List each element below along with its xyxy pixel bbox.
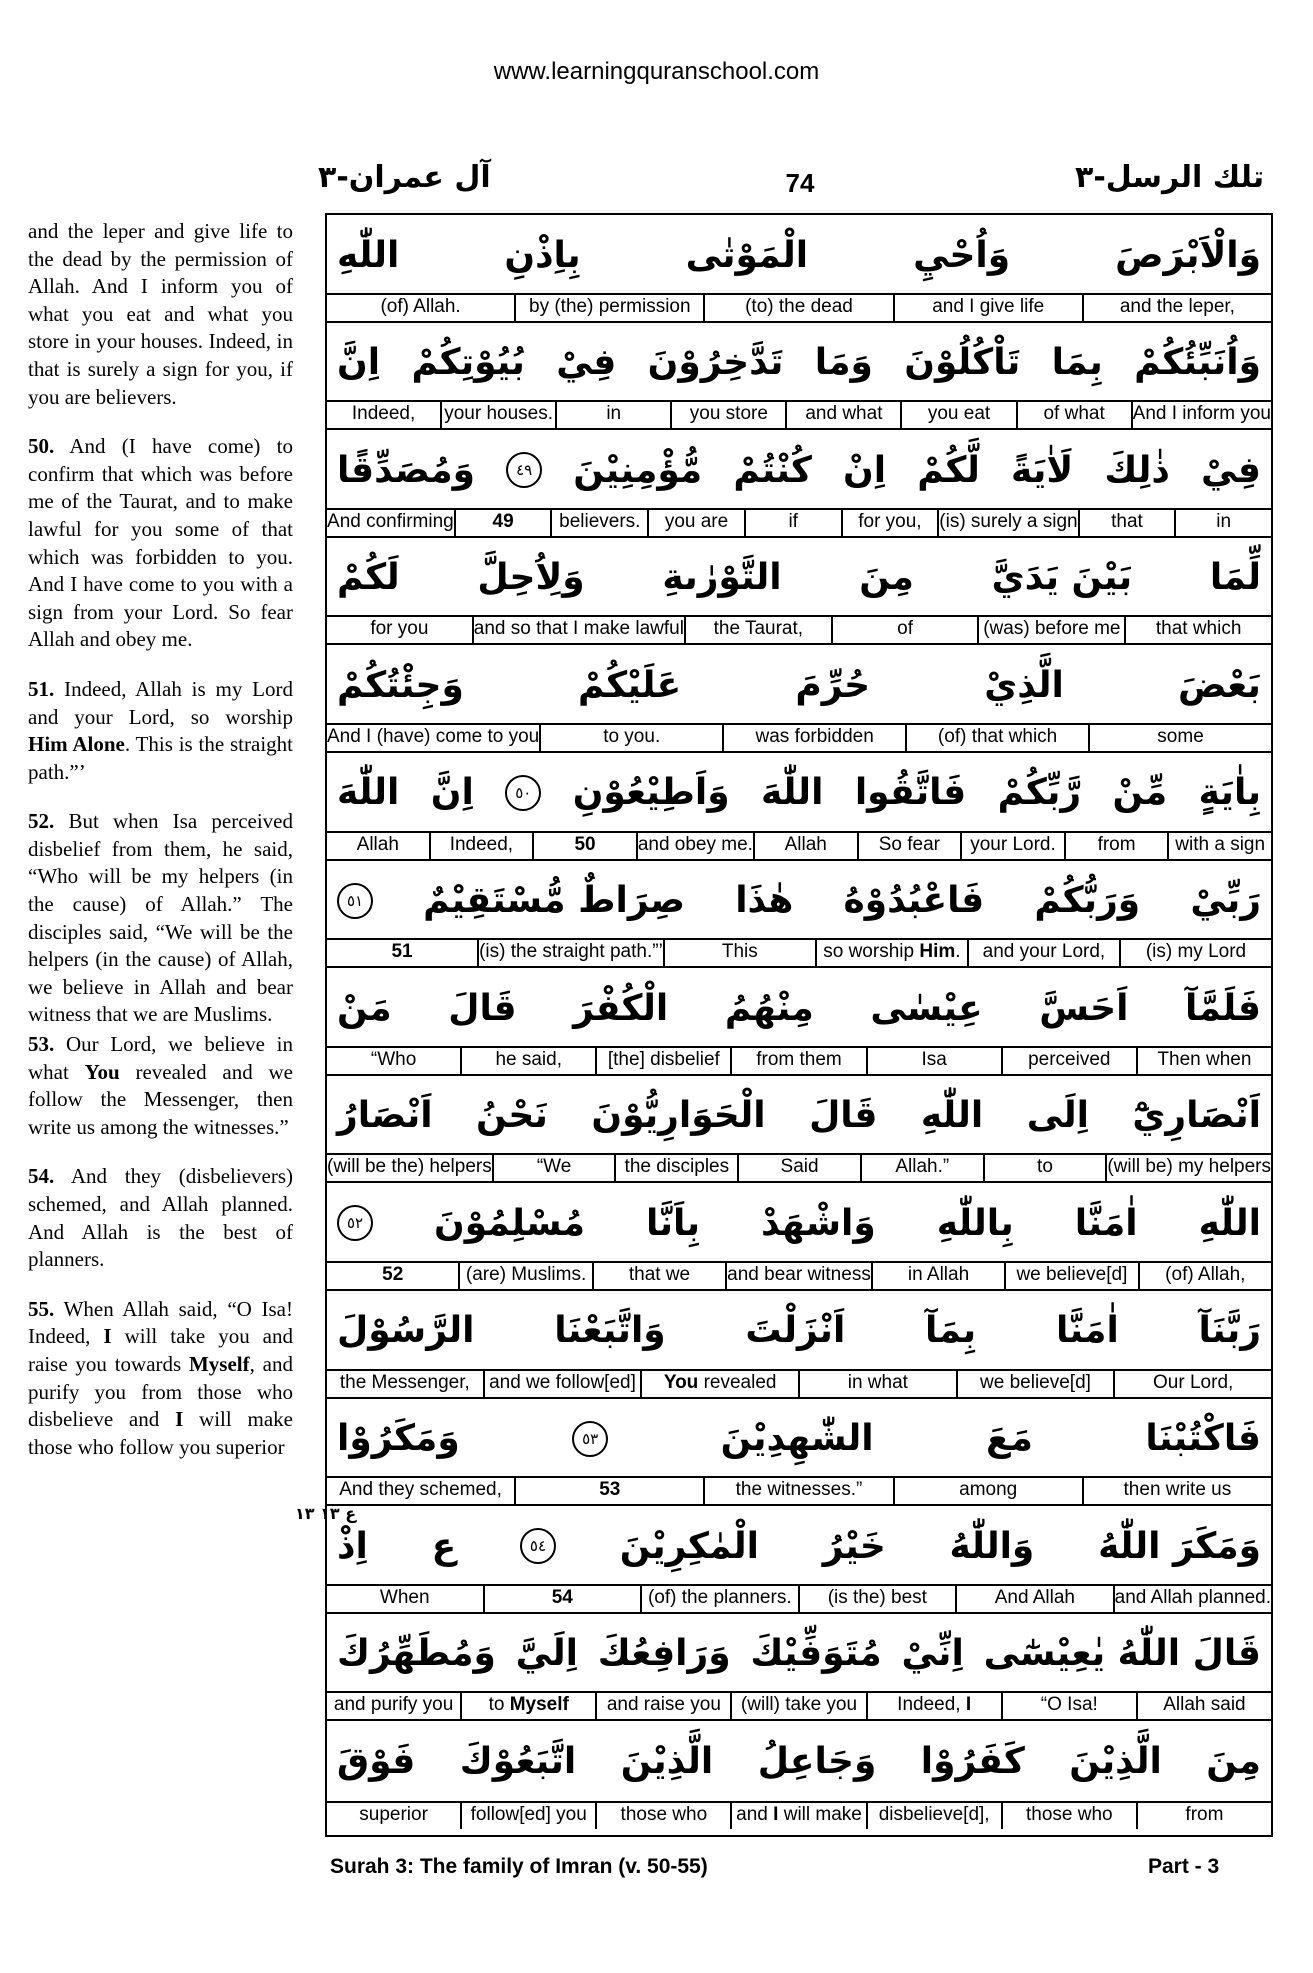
verse-text: And (I have come) to confirm that which was before me of the Taurat, and to make lawful for you some of that which was forbidden to you. And I have come to you with a sign from your Lord. So fear Allah and obey me. bbox=[28, 434, 293, 652]
verse-para bbox=[28, 433, 293, 654]
arabic-word: وَاُنَبِّئُكُمْ bbox=[1134, 342, 1261, 384]
word-translation: the Taurat, bbox=[684, 617, 831, 643]
arabic-word: ذٰلِكَ bbox=[1104, 449, 1170, 491]
arabic-word: اٰمَنَّا bbox=[1055, 1310, 1119, 1352]
verse-row bbox=[327, 323, 1271, 431]
word-translation: and I will make bbox=[730, 1803, 865, 1829]
word-translation: Allah.” bbox=[860, 1155, 983, 1181]
arabic-word: اتَّبَعُوْكَ bbox=[459, 1740, 577, 1782]
page-number: 74 bbox=[785, 168, 815, 198]
translation-line bbox=[327, 1046, 1271, 1074]
arabic-word: لَاٰيَةً bbox=[1011, 449, 1074, 491]
arabic-word: هٰذَا bbox=[735, 880, 794, 922]
word-translation: of what bbox=[1016, 402, 1131, 428]
word-translation: superior bbox=[359, 1803, 428, 1825]
translation-line bbox=[327, 1153, 1271, 1181]
arabic-word: اٰمَنَّا bbox=[1074, 1202, 1138, 1244]
word-translation: and bear witness bbox=[725, 1263, 871, 1289]
verse-text: Our Lord, we believe in what You revealed and we follow the Messenger, then write us among the witnesses.” bbox=[28, 1032, 294, 1139]
arabic-line bbox=[327, 538, 1271, 618]
ayah-end-marker: ٥٣ bbox=[572, 1421, 608, 1457]
word-translation: in Allah bbox=[871, 1263, 1004, 1289]
word-translation: for you, bbox=[841, 510, 938, 536]
arabic-word: بَعْضَ bbox=[1178, 664, 1261, 706]
word-translation: Then when bbox=[1136, 1048, 1271, 1074]
arabic-word: تَاْكُلُوْنَ bbox=[904, 342, 1021, 384]
arabic-line bbox=[327, 1614, 1271, 1694]
arabic-line bbox=[327, 861, 1271, 941]
arabic-word: قَالَ bbox=[809, 1095, 878, 1137]
arabic-word: اللّٰهِ bbox=[337, 234, 400, 276]
arabic-word: وَاَطِيْعُوْنِ bbox=[572, 772, 730, 814]
translation-line bbox=[327, 938, 1271, 966]
arabic-word: بِمَا bbox=[1051, 342, 1103, 384]
word-translation: the witnesses.” bbox=[703, 1478, 892, 1504]
verse-para bbox=[28, 218, 293, 411]
arabic-word: فِيْ bbox=[556, 342, 617, 384]
arabic-word: اللّٰهِ bbox=[920, 1095, 984, 1137]
translation-line bbox=[327, 1691, 1271, 1719]
arabic-word: وَرَافِعُكَ bbox=[597, 1633, 731, 1675]
ayah-end-marker: ٥١ bbox=[337, 883, 373, 919]
arabic-word: وَمَكَرَ اللّٰهُ bbox=[1098, 1525, 1261, 1567]
arabic-word: بِاللّٰهِ bbox=[936, 1202, 1014, 1244]
word-translation: And Allah bbox=[955, 1586, 1113, 1612]
word-translation: the Messenger, bbox=[339, 1371, 470, 1393]
word-translation: with a sign bbox=[1167, 833, 1271, 859]
footer-part: Part - 3 bbox=[1148, 1855, 1220, 1878]
word-translation: and we follow[ed] bbox=[483, 1371, 641, 1397]
arabic-word: مِنَ bbox=[1206, 1740, 1261, 1782]
verse-row bbox=[327, 861, 1271, 969]
ayah-end-marker: ٥٢ bbox=[337, 1205, 373, 1241]
word-translation: You revealed bbox=[640, 1371, 798, 1397]
arabic-word: وَلِاُحِلَّ bbox=[477, 557, 585, 599]
verse-number: 55. bbox=[28, 1296, 55, 1321]
arabic-word: فَلَمَّآ bbox=[1185, 987, 1261, 1029]
arabic-word: مُسْلِمُوْنَ bbox=[433, 1202, 586, 1244]
arabic-word: وَاُحْيِ bbox=[913, 234, 1011, 276]
word-translation: 51 bbox=[391, 941, 413, 963]
word-by-word-grid bbox=[325, 213, 1273, 1837]
word-translation: (of) the planners. bbox=[640, 1586, 798, 1612]
word-translation: was forbidden bbox=[722, 725, 905, 751]
word-translation: we believe[d] bbox=[1004, 1263, 1137, 1289]
word-translation: and so that I make lawful bbox=[472, 617, 684, 643]
verse-number: 54. bbox=[28, 1164, 55, 1189]
arabic-word: الشّٰهِدِيْنَ bbox=[720, 1418, 874, 1460]
arabic-word: اِنْ bbox=[843, 449, 887, 491]
arabic-word: الْحَوَارِيُّوْنَ bbox=[591, 1095, 766, 1137]
word-translation: Allah bbox=[753, 833, 857, 859]
verse-row bbox=[327, 1399, 1271, 1507]
header-part-name: تلك الرسل-٣ bbox=[1075, 160, 1265, 195]
arabic-line bbox=[327, 1506, 1271, 1586]
arabic-word: اَنْصَارِيْٓ bbox=[1132, 1095, 1261, 1137]
verse-text: Indeed, Allah is my Lord and your Lord, so worship Him Alone. This is the straight path.”’ bbox=[28, 676, 294, 784]
word-translation: 54 bbox=[483, 1586, 641, 1612]
translation-line bbox=[327, 1476, 1271, 1504]
arabic-word: مِنْهُمُ bbox=[724, 987, 814, 1029]
word-translation: Allah said bbox=[1136, 1693, 1271, 1719]
word-translation: that bbox=[1078, 510, 1175, 536]
verse-row bbox=[327, 1076, 1271, 1184]
arabic-word: وَجِئْتُكُمْ bbox=[337, 664, 464, 706]
arabic-word: اَنْصَارُ bbox=[337, 1095, 433, 1137]
arabic-word: الْمَوْتٰى bbox=[685, 234, 809, 276]
arabic-word: فَاعْبُدُوْهُ bbox=[843, 880, 985, 922]
arabic-word: حُرِّمَ bbox=[795, 664, 871, 706]
arabic-word: ع bbox=[431, 1525, 457, 1567]
word-translation: those who bbox=[595, 1803, 730, 1829]
arabic-word: اِنَّ bbox=[337, 342, 381, 384]
arabic-line bbox=[327, 1399, 1271, 1479]
ayah-end-marker: ٥٠ bbox=[505, 775, 541, 811]
word-translation: your houses. bbox=[440, 402, 555, 428]
verse-row bbox=[327, 1614, 1271, 1722]
verse-para bbox=[28, 1163, 293, 1273]
arabic-word: وَرَبُّكُمْ bbox=[1034, 880, 1141, 922]
verse-row bbox=[327, 1291, 1271, 1399]
arabic-word: اللّٰهِ bbox=[1198, 1202, 1261, 1244]
arabic-word: وَاشْهَدْ bbox=[761, 1202, 876, 1244]
arabic-word: لَّكُمْ bbox=[917, 449, 980, 491]
arabic-word: عِيْسٰى bbox=[870, 987, 983, 1029]
word-translation: So fear bbox=[857, 833, 961, 859]
word-translation: And I inform you bbox=[1131, 402, 1271, 428]
verse-row bbox=[327, 215, 1271, 323]
word-translation: [the] disbelief bbox=[595, 1048, 730, 1074]
verse-para bbox=[28, 808, 293, 1029]
footer-surah-info: Surah 3: The family of Imran (v. 50-55) bbox=[330, 1855, 708, 1878]
arabic-word: وَمُصَدِّقًا bbox=[337, 449, 476, 491]
arabic-word: التَّوْرٰىةِ bbox=[662, 557, 782, 599]
word-translation: some bbox=[1088, 725, 1271, 751]
word-translation: Said bbox=[737, 1155, 860, 1181]
word-translation: and raise you bbox=[595, 1693, 730, 1719]
word-translation: of bbox=[831, 617, 978, 643]
arabic-word: عَلَيْكُمْ bbox=[578, 664, 682, 706]
word-translation: from bbox=[1136, 1803, 1271, 1829]
arabic-word: بِاٰيَةٍ bbox=[1198, 772, 1261, 814]
word-translation: your Lord. bbox=[960, 833, 1064, 859]
word-translation: then write us bbox=[1082, 1478, 1271, 1504]
word-translation: Indeed, I bbox=[866, 1693, 1001, 1719]
verse-text: And they (disbelievers) schemed, and Allah planned. And Allah is the best of planners. bbox=[28, 1164, 293, 1272]
word-translation: and what bbox=[785, 402, 900, 428]
word-translation: the disciples bbox=[614, 1155, 737, 1181]
word-translation: from bbox=[1064, 833, 1168, 859]
arabic-word: وَجَاعِلُ bbox=[757, 1740, 877, 1782]
word-translation: and your Lord, bbox=[967, 940, 1119, 966]
translation-line bbox=[327, 1261, 1271, 1289]
translation-line bbox=[327, 723, 1271, 751]
arabic-word: بُيُوْتِكُمْ bbox=[411, 342, 525, 384]
word-translation: and the leper, bbox=[1082, 295, 1271, 321]
translation-line bbox=[327, 508, 1271, 536]
word-translation: in bbox=[1174, 510, 1271, 536]
arabic-word: وَمَا bbox=[814, 342, 873, 384]
word-translation: (are) Muslims. bbox=[458, 1263, 591, 1289]
arabic-word: مَنْ bbox=[337, 987, 392, 1029]
arabic-word: فَاكْتُبْنَا bbox=[1145, 1418, 1261, 1460]
arabic-word: صِرَاطٌ مُّسْتَقِيْمٌ bbox=[423, 880, 686, 922]
arabic-word: الَّذِيْ bbox=[984, 664, 1064, 706]
translation-column bbox=[28, 218, 293, 1461]
verse-number: 53. bbox=[28, 1032, 55, 1057]
arabic-word: الرَّسُوْلَ bbox=[337, 1310, 475, 1352]
word-translation: believers. bbox=[550, 510, 647, 536]
translation-line bbox=[327, 1369, 1271, 1397]
arabic-line bbox=[327, 753, 1271, 833]
verse-number: 50. bbox=[28, 434, 55, 459]
word-translation: (is) the straight path.”’ bbox=[477, 940, 663, 966]
verse-row bbox=[327, 645, 1271, 753]
verse-number: 52. bbox=[28, 809, 55, 834]
word-translation: And they schemed, bbox=[339, 1479, 502, 1501]
arabic-line bbox=[327, 1291, 1271, 1371]
word-translation: you are bbox=[647, 510, 744, 536]
arabic-word: وَمُطَهِّرُكَ bbox=[337, 1633, 496, 1675]
verse-para bbox=[28, 676, 293, 786]
arabic-word: خَيْرُ bbox=[822, 1525, 886, 1567]
arabic-word: مُّؤْمِنِيْنَ bbox=[573, 449, 703, 491]
word-translation: (will be) my helpers bbox=[1105, 1155, 1271, 1181]
arabic-word: اِذْ bbox=[337, 1525, 368, 1567]
word-translation: (is) my Lord bbox=[1119, 940, 1271, 966]
verse-text: But when Isa perceived disbelief from them, he said, “Who will be my helpers (in the cause) of Allah.” The disciples said, “We will be the helpers (in the cause) of Allah, we believe in Allah and bear witness that we are Muslims. bbox=[28, 809, 293, 1027]
word-translation: if bbox=[744, 510, 841, 536]
arabic-word: الْكُفْرَ bbox=[573, 987, 669, 1029]
word-translation: And I (have) come to you bbox=[326, 725, 540, 747]
ruku-mark: ع ١٣ ١٣ bbox=[295, 1504, 357, 1523]
word-translation: 49 bbox=[454, 510, 551, 536]
word-translation: and obey me. bbox=[636, 833, 753, 859]
arabic-line bbox=[327, 323, 1271, 403]
verse-text: and the leper and give life to the dead by the permission of Allah. And I inform you of what you eat and what you store in your houses. Indeed, in that is surely a sign for you, if you are believers. bbox=[28, 219, 293, 409]
arabic-word: مِنَ bbox=[859, 557, 914, 599]
verse-row bbox=[327, 430, 1271, 538]
arabic-word: اللّٰهَ bbox=[761, 772, 824, 814]
word-translation: (is) surely a sign bbox=[937, 510, 1077, 536]
word-translation: 52 bbox=[382, 1263, 404, 1285]
arabic-word: اِلَى bbox=[1026, 1095, 1089, 1137]
header-surah-name: آل عمران-٣ bbox=[318, 160, 491, 195]
word-translation: Our Lord, bbox=[1113, 1371, 1271, 1397]
arabic-word: اَحَسَّ bbox=[1039, 987, 1129, 1029]
arabic-word: قَالَ bbox=[448, 987, 517, 1029]
ayah-end-marker: ٥٤ bbox=[520, 1528, 556, 1564]
verse-row bbox=[327, 1506, 1271, 1614]
translation-line bbox=[327, 1584, 1271, 1612]
verse-para bbox=[28, 1296, 293, 1462]
word-translation: This bbox=[663, 940, 815, 966]
word-translation: for you bbox=[370, 618, 429, 640]
word-translation: follow[ed] you bbox=[460, 1803, 595, 1829]
arabic-word: وَمَكَرُوْا bbox=[337, 1418, 460, 1460]
word-translation: (will) take you bbox=[730, 1693, 865, 1719]
word-translation: (of) that which bbox=[905, 725, 1088, 751]
word-translation: in what bbox=[798, 1371, 956, 1397]
arabic-word: الَّذِيْنَ bbox=[620, 1740, 714, 1782]
word-translation: Indeed, bbox=[351, 403, 416, 425]
arabic-word: اِنِّيْ bbox=[901, 1633, 964, 1675]
arabic-word: بَيْنَ يَدَيَّ bbox=[991, 557, 1133, 599]
arabic-word: اَنْزَلْتَ bbox=[745, 1310, 846, 1352]
word-translation: that we bbox=[592, 1263, 725, 1289]
translation-line bbox=[327, 293, 1271, 321]
word-translation: to bbox=[983, 1155, 1106, 1181]
word-translation: “Who bbox=[370, 1048, 417, 1070]
arabic-word: بِاِذْنِ bbox=[504, 234, 581, 276]
word-translation: he said, bbox=[460, 1048, 595, 1074]
translation-line bbox=[327, 1801, 1271, 1829]
verse-number: 51. bbox=[28, 676, 55, 701]
word-translation: you eat bbox=[900, 402, 1015, 428]
word-translation: to you. bbox=[539, 725, 722, 751]
word-translation: Allah bbox=[356, 833, 399, 855]
arabic-line bbox=[327, 1076, 1271, 1156]
word-translation: Indeed, bbox=[429, 833, 533, 859]
verse-row bbox=[327, 538, 1271, 646]
word-translation: by (the) permission bbox=[514, 295, 703, 321]
word-translation: those who bbox=[1001, 1803, 1136, 1829]
word-translation: (of) Allah, bbox=[1138, 1263, 1271, 1289]
arabic-word: اِلَيَّ bbox=[515, 1633, 578, 1675]
word-translation: (will be the) helpers bbox=[327, 1156, 492, 1178]
translation-line bbox=[327, 831, 1271, 859]
word-translation: (of) Allah. bbox=[380, 295, 461, 317]
arabic-word: بِاَنَّا bbox=[646, 1202, 701, 1244]
arabic-line bbox=[327, 215, 1271, 295]
word-translation: we believe[d] bbox=[956, 1371, 1114, 1397]
word-translation: and I give life bbox=[893, 295, 1082, 321]
verse-row bbox=[327, 1183, 1271, 1291]
arabic-line bbox=[327, 968, 1271, 1048]
arabic-word: كُنْتُمْ bbox=[733, 449, 812, 491]
arabic-word: بِمَآ bbox=[925, 1310, 977, 1352]
verse-row bbox=[327, 1721, 1271, 1829]
word-translation: “O Isa! bbox=[1001, 1693, 1136, 1719]
word-translation: When bbox=[379, 1586, 430, 1608]
arabic-word: نَحْنُ bbox=[476, 1095, 548, 1137]
arabic-word: قَالَ اللّٰهُ يٰعِيْسٰٓى bbox=[983, 1633, 1261, 1675]
word-translation: to Myself bbox=[460, 1693, 595, 1719]
word-translation: and purify you bbox=[333, 1694, 454, 1716]
word-translation: so worship Him. bbox=[815, 940, 967, 966]
word-translation: Isa bbox=[866, 1048, 1001, 1074]
site-url: www.learningquranschool.com bbox=[493, 58, 820, 85]
arabic-word: وَاتَّبَعْنَا bbox=[554, 1310, 666, 1352]
word-translation: (is the) best bbox=[798, 1586, 956, 1612]
arabic-word: فَاتَّقُوا bbox=[854, 772, 967, 814]
arabic-word: وَاللّٰهُ bbox=[949, 1525, 1035, 1567]
arabic-line bbox=[327, 645, 1271, 725]
verse-text: When Allah said, “O Isa! Indeed, I will take you and raise you towards Myself, and purify you from those who disbelieve and I will make those who follow you superior bbox=[28, 1296, 294, 1459]
verse-row bbox=[327, 968, 1271, 1076]
ayah-end-marker: ٤٩ bbox=[506, 452, 542, 488]
word-translation: perceived bbox=[1001, 1048, 1136, 1074]
word-translation: from them bbox=[730, 1048, 865, 1074]
arabic-word: مِّنْ bbox=[1112, 772, 1168, 814]
arabic-line bbox=[327, 430, 1271, 510]
arabic-word: فِيْ bbox=[1200, 449, 1261, 491]
word-translation: And confirming bbox=[327, 510, 454, 532]
word-translation: 53 bbox=[514, 1478, 703, 1504]
word-translation: you store bbox=[670, 402, 785, 428]
verse-row bbox=[327, 753, 1271, 861]
arabic-line bbox=[327, 1183, 1271, 1263]
arabic-line bbox=[327, 1721, 1271, 1801]
translation-line bbox=[327, 615, 1271, 643]
verse-para bbox=[28, 1031, 293, 1141]
arabic-word: الَّذِيْنَ bbox=[1069, 1740, 1162, 1782]
word-translation: (to) the dead bbox=[703, 295, 892, 321]
word-translation: (was) before me bbox=[977, 617, 1124, 643]
arabic-word: كَفَرُوْا bbox=[920, 1740, 1025, 1782]
arabic-word: مُتَوَفِّيْكَ bbox=[750, 1633, 882, 1675]
arabic-word: رَّبِّكُمْ bbox=[997, 772, 1082, 814]
word-translation: “We bbox=[492, 1155, 615, 1181]
arabic-word: اِنَّ bbox=[430, 772, 474, 814]
word-translation: and Allah planned. bbox=[1113, 1586, 1271, 1612]
arabic-word: رَبَّنَآ bbox=[1198, 1310, 1261, 1352]
arabic-word: الْمٰكِرِيْنَ bbox=[619, 1525, 759, 1567]
word-translation: that which bbox=[1124, 617, 1271, 643]
translation-line bbox=[327, 400, 1271, 428]
word-translation: disbelieve[d], bbox=[866, 1803, 1001, 1829]
arabic-word: لَكُمْ bbox=[337, 557, 400, 599]
word-translation: 50 bbox=[532, 833, 636, 859]
arabic-word: اللّٰهَ bbox=[337, 772, 400, 814]
arabic-word: لِّمَا bbox=[1209, 557, 1261, 599]
arabic-word: تَدَّخِرُوْنَ bbox=[647, 342, 784, 384]
arabic-word: فَوْقَ bbox=[337, 1740, 416, 1782]
word-translation: in bbox=[555, 402, 670, 428]
arabic-word: مَعَ bbox=[986, 1418, 1033, 1460]
arabic-word: رَبِّيْ bbox=[1190, 880, 1261, 922]
word-translation: among bbox=[893, 1478, 1082, 1504]
arabic-word: وَالْاَبْرَصَ bbox=[1115, 234, 1261, 276]
